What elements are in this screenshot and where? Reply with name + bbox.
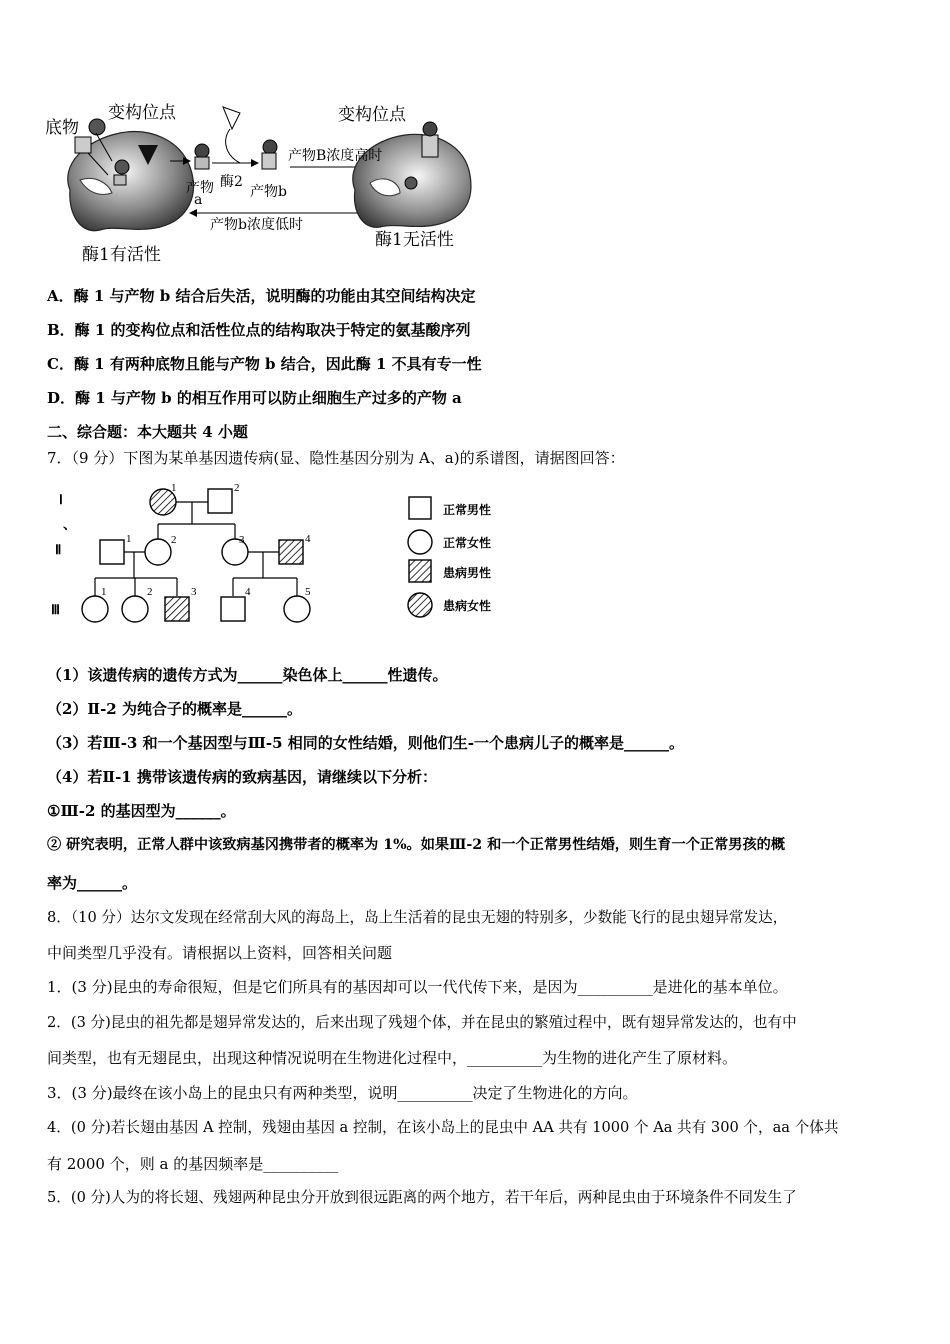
product-a-icon <box>195 144 209 158</box>
section-heading: 二、综合题：本大题共 4 小题 <box>47 423 248 441</box>
III-4-normal-male <box>221 597 245 621</box>
q7-sub2: （2）Ⅱ-2 为纯合子的概率是______。 <box>47 700 302 718</box>
num-II-4: 4 <box>305 533 311 545</box>
pedigree-svg <box>45 478 335 628</box>
option-a: A．酶 1 与产物 b 结合后失活，说明酶的功能由其空间结构决定 <box>47 287 476 305</box>
num-II-2: 2 <box>171 534 177 546</box>
substrate-cube <box>75 137 91 153</box>
legend-normal-female: 正常女性 <box>443 536 492 550</box>
q8-line-3: 间类型，也有无翅昆虫，出现这种情况说明在生物进化过程中，__________为生物的进化产生了原材料。 <box>47 1049 738 1067</box>
num-III-5: 5 <box>305 586 311 598</box>
label-allosteric-right: 变构位点 <box>338 105 406 125</box>
q8-line-1: 1．(3 分)昆虫的寿命很短，但是它们所具有的基因却可以一代代传下来，是因为__________是进化的基本单位。 <box>47 978 788 996</box>
legend-symbols <box>405 492 435 622</box>
num-I-1: 1 <box>171 482 177 494</box>
q8-line-7: 5．(0 分)人为的将长翅、残翅两种昆虫分开放到很远距离的两个地方，若干年后，两种昆虫由于环境条件不同发生了 <box>47 1189 797 1206</box>
gen-label-I: Ⅰ <box>59 492 63 507</box>
label-product-a: 产物 <box>186 180 214 196</box>
enzyme-diagram <box>40 95 510 265</box>
legend-normal-female-icon <box>408 530 432 554</box>
label-enzyme1-inactive: 酶1无活性 <box>375 230 454 250</box>
gen-label-III: Ⅲ <box>51 602 60 617</box>
legend-normal-male-icon <box>409 497 431 519</box>
num-III-1: 1 <box>101 586 107 598</box>
pedigree-legend <box>405 492 515 622</box>
III-5-normal-female <box>284 596 310 622</box>
num-III-2: 2 <box>147 586 153 598</box>
num-II-3: 3 <box>239 534 245 546</box>
I-2-normal-male <box>208 489 232 513</box>
legend-affected-male: 患病男性 <box>443 566 492 580</box>
pedigree-chart <box>45 478 335 628</box>
num-III-4: 4 <box>245 586 251 598</box>
q7-sub1: （1）该遗传病的遗传方式为______染色体上______性遗传。 <box>47 666 448 684</box>
gen-label-II: Ⅱ <box>55 542 62 557</box>
q8-line-4: 3．(3 分)最终在该小岛上的昆虫只有两种类型，说明__________决定了生物进化的方向。 <box>47 1084 638 1102</box>
III-3-affected-male <box>165 597 189 621</box>
q8-line-6: 有 2000 个，则 a 的基因频率是__________ <box>47 1155 339 1173</box>
q7-sub4: （4）若Ⅱ-1 携带该遗传病的致病基因，请继续以下分析： <box>47 768 437 786</box>
q8-stem-1: 8．（10 分）达尔文发现在经常刮大风的海岛上，岛上生活着的昆虫无翅的特别多，少数能飞行的昆虫翅异常发达， <box>47 909 788 926</box>
option-b: B．酶 1 的变构位点和活性位点的结构取决于特定的氨基酸序列 <box>47 321 471 339</box>
q7-stem: 7．（9 分）下图为某单基因遗传病(显、隐性基因分别为 A、a)的系谱图，请据图回答： <box>47 449 625 467</box>
legend-normal-male: 正常男性 <box>443 503 492 517</box>
label-product-a-letter: a <box>194 192 203 208</box>
num-II-1: 1 <box>126 533 132 545</box>
q8-line-2: 2．(3 分)昆虫的祖先都是翅异常发达的，后来出现了残翅个体，并在昆虫的繁殖过程中，既有翅异常发达的，也有中 <box>47 1014 797 1031</box>
q7-sub4-2: ② 研究表明，正常人群中该致病基冈携带者的概率为 1%。如果Ⅲ-2 和一个正常男性结婚，则生育一个正常男孩的概 <box>47 837 786 853</box>
label-enzyme2: 酶2 <box>220 174 243 190</box>
option-d: D．酶 1 与产物 b 的相互作用可以防止细胞生产过多的产物 a <box>47 389 462 407</box>
II-1-normal-male <box>100 540 124 564</box>
q7-sub3: （3）若Ⅲ-3 和一个基因型与Ⅲ-5 相同的女性结婚，则他们生-一个患病儿子的概率是______。 <box>47 734 684 752</box>
num-III-3: 3 <box>191 586 197 598</box>
enzyme2-icon <box>223 107 240 129</box>
num-I-2: 2 <box>234 482 240 494</box>
option-c: C．酶 1 有两种底物且能与产物 b 结合，因此酶 1 不具有专一性 <box>47 355 482 373</box>
q8-stem-2: 中间类型几乎没有。请根据以上资料，回答相关问题 <box>47 944 393 962</box>
q8-line-5: 4．(0 分)若长翅由基因 A 控制，残翅由基因 a 控制，在该小岛上的昆虫中 AA 共有 1000 个 Aa 共有 300 个，aa 个体共 <box>47 1119 839 1136</box>
II-2-normal-female <box>145 539 171 565</box>
legend-affected-male-icon <box>409 560 431 582</box>
label-high-concentration: 产物B浓度高时 <box>288 148 383 164</box>
label-low-concentration: 产物b浓度低时 <box>210 217 303 233</box>
substrate-ball <box>89 119 105 135</box>
gen-label-mark: 、 <box>63 517 77 532</box>
label-allosteric-left: 变构位点 <box>108 103 176 123</box>
label-enzyme1-active: 酶1有活性 <box>82 245 161 265</box>
legend-affected-female: 患病女性 <box>443 599 492 613</box>
III-2-normal-female <box>122 596 148 622</box>
product-b-icon <box>263 140 277 154</box>
II-4-affected-male <box>279 540 303 564</box>
III-1-normal-female <box>82 596 108 622</box>
label-product-b: 产物b <box>250 184 287 200</box>
bound-product-b <box>422 135 438 157</box>
q7-sub4-1: ①Ⅲ-2 的基因型为______。 <box>47 802 236 820</box>
legend-affected-female-icon <box>408 593 432 617</box>
q7-sub4-2-cont: 率为______。 <box>47 874 138 892</box>
label-substrate: 底物 <box>45 118 79 138</box>
